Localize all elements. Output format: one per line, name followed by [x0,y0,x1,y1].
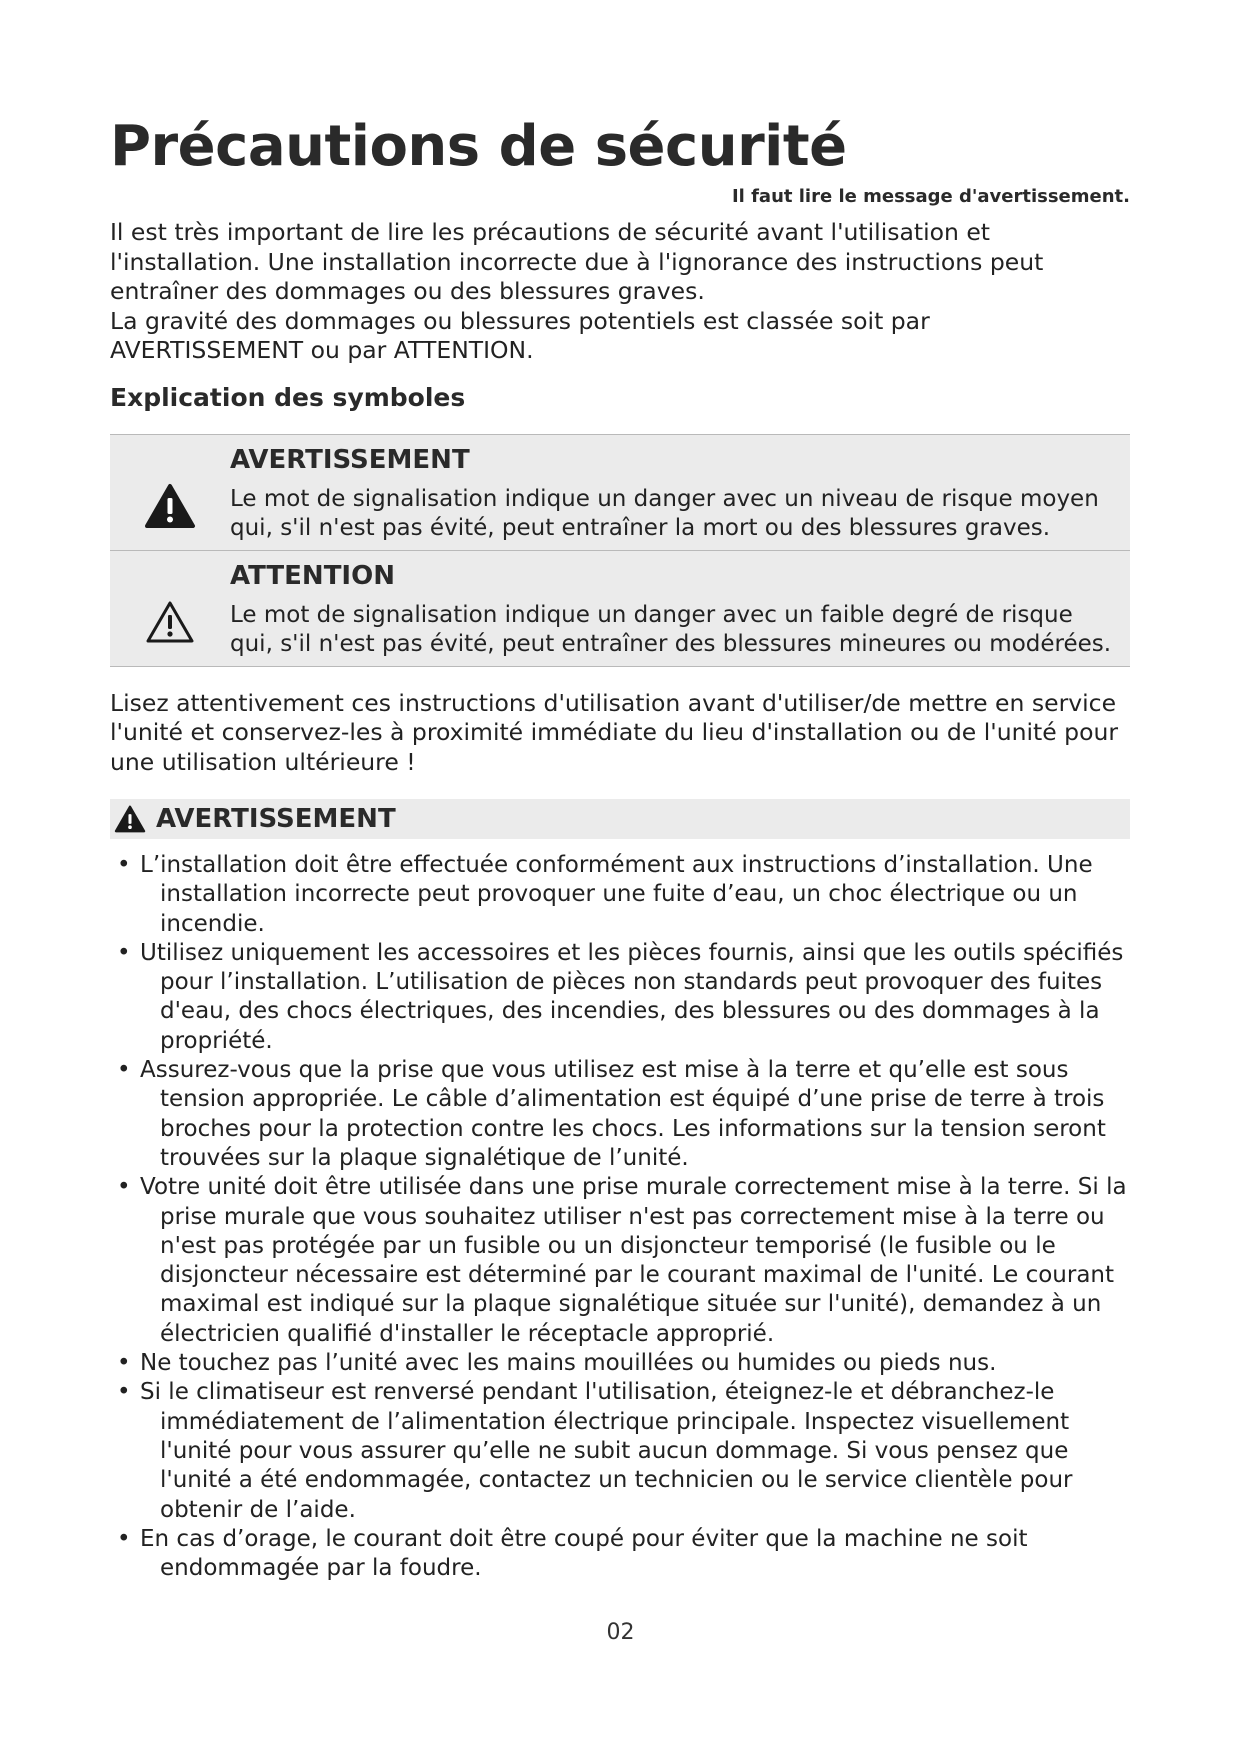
symbols-heading: Explication des symboles [110,382,466,412]
symbol-description: Le mot de signalisation indique un danger avec un faible degré de risque qui, s'il n'est pas évité, peut entraîner des blessures mineures ou modérées. [230,601,1112,657]
warning-section-label: AVERTISSEMENT [156,804,396,834]
page-title: Précautions de sécurité [110,114,847,179]
symbol-heading: ATTENTION [230,560,395,591]
bullet: • [117,1525,131,1552]
page-number: 02 [606,1620,635,1645]
list-item-text: Utilisez uniquement les accessoires et les pièces fournis, ainsi que les outils spécifiés pour l’installation. L’utilisation de pièces non standards peut provoquer des fuites d'eau, des chocs électriques, des incendies, des blessures ou des dommages à la propriété. [140,939,1124,1054]
warning-list [110,851,1130,1583]
bullet: • [117,1350,131,1377]
warning-filled-icon [144,483,196,529]
list-item-text: En cas d’orage, le courant doit être coupé pour éviter que la machine ne soit endommagée par la foudre. [140,1525,1028,1582]
list-item [110,1525,1130,1584]
bullet: • [117,1057,131,1084]
warning-section-header [110,799,1130,839]
warning-filled-icon [114,805,146,833]
list-item [110,1056,1130,1173]
intro-paragraph: Il est très important de lire les précautions de sécurité avant l'utilisation et l'installation. Une installation incorrecte due à l'ignorance des instructions peut entraîner des dommages ou des blessures graves. [110,218,1044,305]
symbol-row-warning [110,435,1130,550]
read-warning-note: Il faut lire le message d'avertissement. [731,186,1130,207]
list-item-text: Votre unité doit être utilisée dans une prise murale correctement mise à la terre. Si la prise murale que vous souhaitez utiliser n'est pas correctement mise à la terre ou n'est pas protégée par un fusible ou un disjoncteur temporisé (le fusible ou le disjoncteur nécessaire est déterminé par le courant maximal de l'unité. Le courant maximal est indiqué sur la plaque signalétique située sur l'unité), demandez à un électricien qualifié d'installer le réceptacle approprié. [140,1174,1127,1347]
symbol-row-attention [110,550,1130,666]
bullet: • [117,852,131,878]
list-item-text: Ne touchez pas l’unité avec les mains mouillées ou humides ou pieds nus. [140,1350,997,1377]
list-item [110,1378,1130,1524]
symbol-heading: AVERTISSEMENT [230,444,470,475]
list-item [110,939,1130,1056]
symbol-description: Le mot de signalisation indique un danger avec un niveau de risque moyen qui, s'il n'est pas évité, peut entraîner la mort ou des blessures graves. [230,485,1099,541]
intro-paragraph: La gravité des dommages ou blessures potentiels est classée soit par AVERTISSEMENT ou par ATTENTION. [110,306,930,364]
bullet: • [117,1379,131,1406]
page [110,110,1130,1583]
instructions-note: Lisez attentivement ces instructions d'utilisation avant d'utiliser/de mettre en service l'unité et conservez-les à proximité immédiate du lieu d'installation ou de l'unité pour une utilisation ultérieure ! [110,688,1119,776]
list-item [110,851,1130,939]
list-item-text: Assurez-vous que la prise que vous utilisez est mise à la terre et qu’elle est sous tension appropriée. Le câble d’alimentation est équipé d’une prise de terre à trois broches pour la protection contre les chocs. Les informations sur la tension seront trouvées sur la plaque signalétique de l’unité. [140,1057,1106,1171]
bullet: • [117,939,131,966]
list-item [110,1173,1130,1349]
list-item [110,1349,1130,1378]
list-item-text: L’installation doit être effectuée conformément aux instructions d’installation. Une installation incorrecte peut provoquer une fuite d’eau, un choc électrique ou un incendie. [140,852,1093,937]
bullet: • [117,1174,131,1201]
symbols-table [110,434,1130,667]
list-item-text: Si le climatiseur est renversé pendant l'utilisation, éteignez-le et débranchez-le immédiatement de l’alimentation électrique principale. Inspectez visuellement l'unité pour vous assurer qu’elle ne subit aucun dommage. Si vous pensez que l'unité a été endommagée, contactez un technicien ou le service clientèle pour obtenir de l’aide. [140,1379,1073,1523]
warning-outline-icon [144,599,196,645]
intro [110,218,1130,366]
